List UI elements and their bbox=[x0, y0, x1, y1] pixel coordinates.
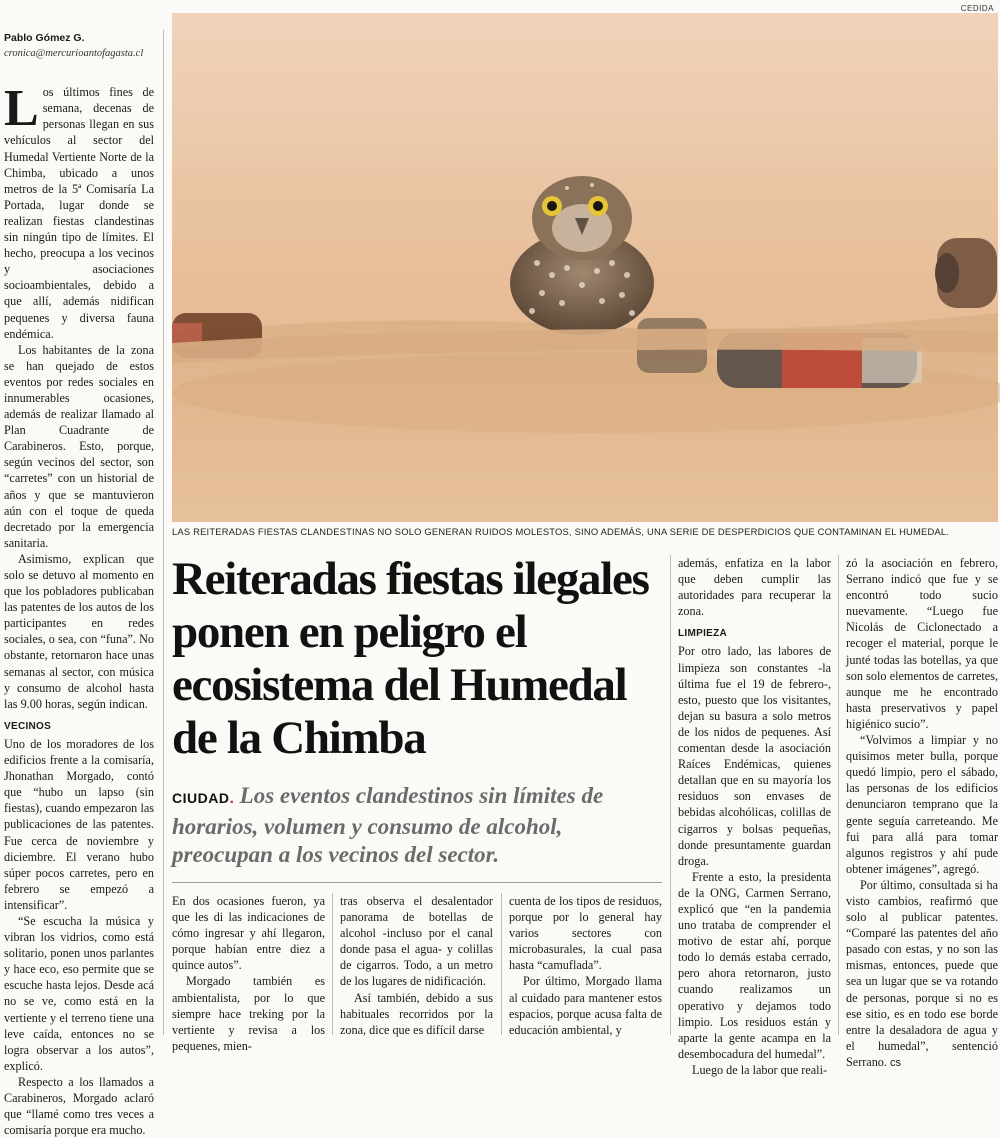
paragraph: Así también, debido a sus habituales recorridos por la zona, dice que es difícil darse bbox=[340, 990, 493, 1037]
paragraph: Morgado también es ambientalista, por lo que siempre hace treking por la vertiente y revisa a los pequenes, mien- bbox=[172, 974, 325, 1053]
paragraph: “Volvimos a limpiar y no quisimos meter bulla, porque quedó limpio, pero el sábado, las personas de los edificios denunciaron temprano que la gente seguía carreteando. Me fui para allá para tomar algunos registros y ahí pude obtener imágenes”, agregó. bbox=[846, 733, 998, 876]
article-column-5 bbox=[678, 555, 831, 1078]
paragraph: Los habitantes de la zona se han quejado de estos eventos por redes sociales en innumerables ocasiones, además de realizar llamado al Plan Cuadrante de Carabineros. Esto, porque, según vecinos del sector, son “carretes” con un historial de años y que se mantuvieron aún con el toque de queda decretado por la emergencia sanitaria. bbox=[4, 342, 154, 550]
closing-text: Por último, consultada si ha visto cambios, reafirmó que solo al publicar patentes. “Comparé las patentes del año pasado con estas, y no son las mismas, entonces, puede que sea un lugar que se va rotando de personas, porque si no es ese sitio, es en todo ese borde entre la desaladora de agua y el humedal”, sentenció Serrano. bbox=[846, 877, 998, 1069]
paragraph: Frente a esto, la presidenta de la ONG, Carmen Serrano, explicó que “en la pandemia uno trataba de comprender el motivo de estar ahí, porque todo lo demás estaba cerrado, pero ahora retornaron, justo cuando realizamos un operativo y dejamos todo limpio. Los residuos están y aparte la gente acampa en la desembocadura del humedal”. bbox=[678, 869, 831, 1061]
paragraph bbox=[846, 877, 998, 1071]
byline-author: Pablo Gómez G. bbox=[4, 32, 85, 44]
subheading-limpieza: LIMPIEZA bbox=[678, 628, 728, 640]
headline: Reiteradas fiestas ilegales ponen en peligro el ecosistema del Humedal de la Chimba bbox=[172, 553, 649, 764]
byline-email: cronica@mercurioantofagasta.cl bbox=[4, 48, 144, 60]
lead-text: Los eventos clandestinos sin límites de horarios, volumen y consumo de alcohol, preocupan a los vecinos del sector. bbox=[172, 783, 604, 867]
kicker-dot: . bbox=[229, 790, 234, 807]
photo-caption: LAS REITERADAS FIESTAS CLANDESTINAS NO SOLO GENERAN RUIDOS MOLESTOS, SINO ADEMÁS, UNA SERIE DE DESPERDICIOS QUE CONTAMINAN EL HUMEDAL. bbox=[172, 526, 950, 537]
end-mark: cs bbox=[890, 1056, 901, 1069]
lead-paragraph bbox=[172, 782, 652, 869]
lead-divider bbox=[172, 882, 662, 883]
paragraph: zó la asociación en febrero, Serrano indicó que fue y se encontró todo sucio nuevamente. “Luego fue Nicolás de Ciclonectado a recoger el material, porque le junté todas las botellas, ya que son solo elementos de carretes, aunque me he encontrado hasta preservativos y papel higiénico sucio”. bbox=[846, 556, 998, 731]
column-divider bbox=[670, 555, 671, 1035]
article-column-3 bbox=[340, 893, 493, 1038]
intro-text: os últimos fines de semana, decenas de personas llegan en sus vehículos al sector del Humedal Vertiente Norte de la Chimba, ubicado a unos metros de la 5ª Comisaría La Portada, lugar donde se realizan fiestas clandestinas sin ningún tipo de límites. El hecho, preocupa a los vecinos y asociaciones socioambientales, debido a que allí, además nidifican pequenes y diversa fauna endémica. bbox=[4, 85, 154, 341]
paragraph: Luego de la labor que reali- bbox=[692, 1062, 828, 1077]
paragraph: cuenta de los tipos de residuos, porque por lo general hay varios sectores con microbasurales, la cual pasa hasta “camuflada”. bbox=[509, 894, 662, 973]
article-column-4 bbox=[509, 893, 662, 1038]
owl-photo bbox=[172, 13, 998, 522]
paragraph: En dos ocasiones fueron, ya que les di las indicaciones de cómo ingresar y ahí llegaron, porque habían entre diez a quince autos”. bbox=[172, 894, 325, 973]
photo-credit: CEDIDA bbox=[960, 4, 994, 13]
paragraph: Por último, Morgado llama al cuidado para mantener estos espacios, porque acusa falta de educación ambiental, y bbox=[509, 974, 662, 1037]
paragraph: Respecto a los llamados a Carabineros, Morgado aclaró que “llamé como tres veces a comisaría porque era mucho. bbox=[4, 1074, 154, 1138]
paragraph: “Se escucha la música y vibran los vidrios, como está solitario, ponen unos parlantes y hace eco, eso permite que se escuche hasta lejos. Desde acá no se ve, como está en la vertiente y el terreno tiene una leve caída, entonces no se logra observar a los autos”, explicó. bbox=[4, 913, 154, 1073]
subheading-vecinos: VECINOS bbox=[4, 720, 52, 732]
paragraph: además, enfatiza en la labor que deben cumplir las autoridades para recuperar la zona. bbox=[678, 556, 831, 619]
paragraph: Por otro lado, las labores de limpieza son constantes -la última fue el 19 de febrero-, esto, puesto que los visitantes, dejan su basura a solo metros de los nidos de pequenes. Así comentan desde la asociación Raíces Endémicas, quienes detallan que en su mayoría los residuos son envases de bebidas alcohólicas, colillas de cigarros y bolsas pequeñas, donde presuntamente guardan droga. bbox=[678, 644, 831, 868]
column-divider bbox=[838, 555, 839, 1035]
article-column-6 bbox=[846, 555, 998, 1071]
paragraph: Asimismo, explican que solo se detuvo al momento en que los pobladores publicaban las patentes de los autos de los participantes en redes sociales, o sea, con “funa”. No obstante, retornaron hace unas semanas al sector, con música y consumo de alcohol hasta las 9.00 horas, según indican. bbox=[4, 551, 154, 711]
column-divider bbox=[332, 893, 333, 1035]
paragraph: tras observa el desalentador panorama de botellas de alcohol -incluso por el canal donde pasa el agua- y colillas de cigarros. Todo, a un metro de los lugares de nidificación. bbox=[340, 894, 493, 989]
drop-cap: L bbox=[4, 80, 39, 138]
article-column-2 bbox=[172, 893, 325, 1054]
article-column-1 bbox=[4, 30, 154, 1138]
column-divider bbox=[501, 893, 502, 1035]
intro-paragraph bbox=[4, 80, 154, 342]
section-kicker: CIUDAD bbox=[172, 790, 230, 806]
paragraph: Uno de los moradores de los edificios frente a la comisaría, Jhonathan Morgado, contó que “hubo un lapso (sin fiestas), cuando empezaron las publicaciones de las patentes. Fue cerca de noviembre y diciembre. El verano hubo súper pocos carretes, pero en febrero se empezó a intensificar”. bbox=[4, 736, 154, 912]
owl-among-bottles-image bbox=[172, 13, 998, 522]
column-divider bbox=[163, 30, 164, 1035]
